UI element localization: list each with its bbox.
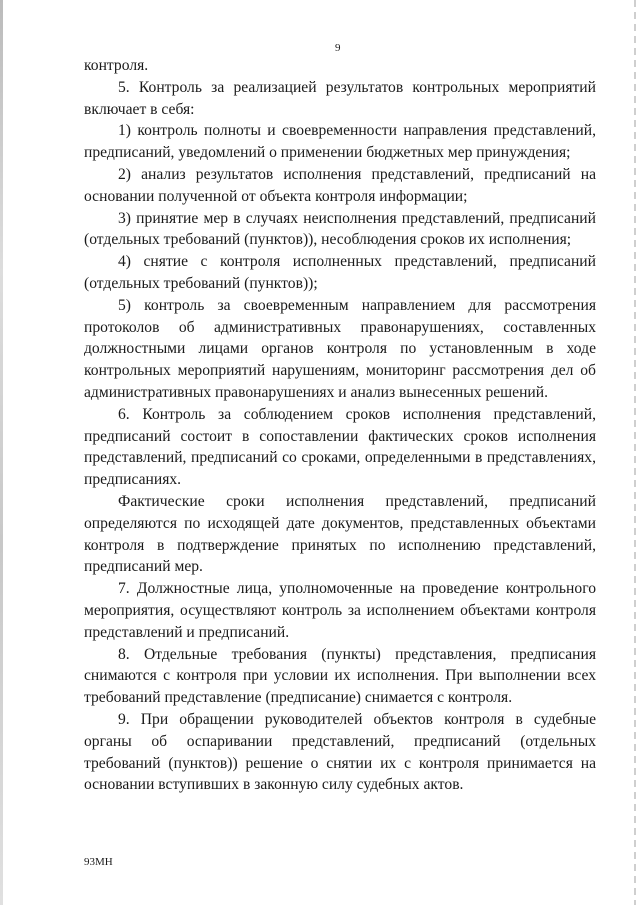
paragraph-subitem-2: 2) анализ результатов исполнения представлений, предписаний на основании полученной от объекта контроля информации; (84, 165, 596, 205)
paragraph-actual-deadlines: Фактические сроки исполнения представлений, предписаний определяются по исходящей дате документов, представленных объектами контроля в подтверждение принятых по исполнению представлений, предписаний мер. (84, 492, 596, 576)
paragraph-subitem-4: 4) снятие с контроля исполненных представлений, предписаний (отдельных требований (пунктов)); (84, 253, 596, 292)
paragraph-item-8: 8. Отдельные требования (пункты) представления, предписания снимаются с контроля при условии их исполнения. При выполнении всех требований представление (предписание) снимается с контроля. (84, 645, 596, 707)
paragraph-item-5: 5. Контроль за реализацией результатов контрольных мероприятий включает в себя: (84, 78, 596, 118)
scan-edge-left (0, 0, 3, 905)
body-text (84, 55, 596, 796)
paragraph-subitem-3: 3) принятие мер в случаях неисполнения представлений, предписаний (отдельных требований (пунктов)), несоблюдения сроков их исполнения; (84, 209, 596, 249)
paragraph-continuation: контроля. (84, 57, 149, 74)
paragraph-subitem-5: 5) контроль за своевременным направлением для рассмотрения протоколов об административных правонарушениях, составленных должностными лицами органов контроля по установленным в ходе контрольных мероприятий нарушениям, мониторинг рассмотрения дел об административных правонарушениях и анализ вынесенных решений. (84, 296, 596, 401)
paragraph-item-9: 9. При обращении руководителей объектов контроля в судебные органы об оспаривании представлений, предписаний (отдельных требований (пунктов)) решение о снятии их с контроля принимается на основании вступивших в законную силу судебных актов. (84, 710, 596, 794)
paragraph-item-7: 7. Должностные лица, уполномоченные на проведение контрольного мероприятия, осуществляют контроль за исполнением объектами контроля представлений и предписаний. (84, 580, 596, 641)
paragraph-item-6: 6. Контроль за соблюдением сроков исполнения представлений, предписаний состоит в сопоставлении фактических сроков исполнения представлений, предписаний со сроками, определенными в представлениях, предписаниях. (84, 405, 596, 489)
scan-edge-right (634, 0, 636, 905)
page-number: 9 (335, 42, 341, 54)
paragraph-subitem-1: 1) контроль полноты и своевременности направления представлений, предписаний, уведомлений о применении бюджетных мер принуждения; (84, 122, 596, 162)
footer-code: 93МН (84, 856, 113, 868)
